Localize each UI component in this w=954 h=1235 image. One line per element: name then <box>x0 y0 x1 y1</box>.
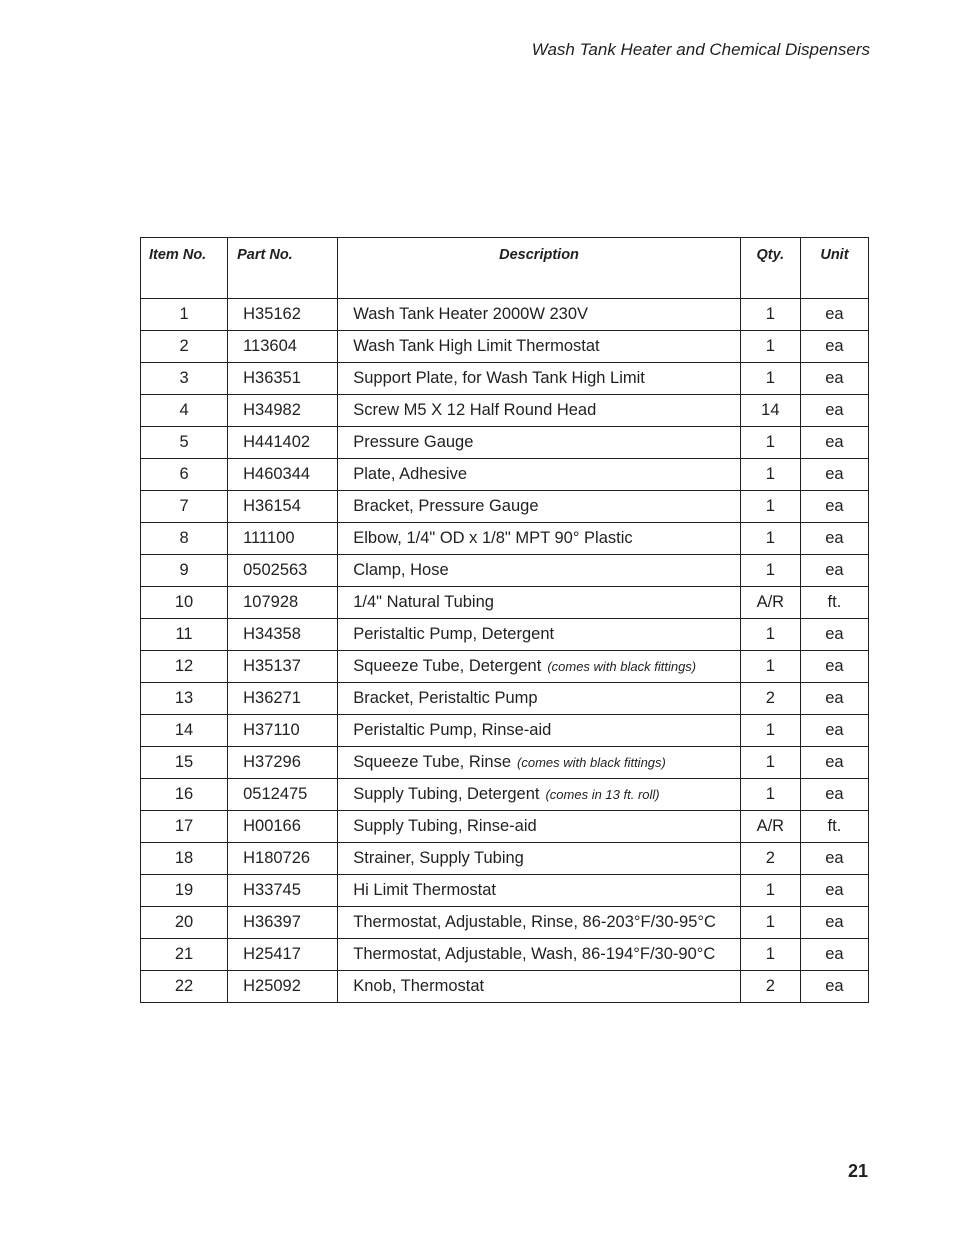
quantity-cell: 1 <box>740 907 800 939</box>
description-note: (comes with black fittings) <box>547 659 697 674</box>
unit-cell: ea <box>800 651 868 683</box>
parts-table <box>140 237 869 1003</box>
quantity-cell: 1 <box>740 555 800 587</box>
description-text: Support Plate, for Wash Tank High Limit <box>353 369 645 387</box>
table-row <box>141 779 869 811</box>
description-cell <box>338 651 741 683</box>
description-cell <box>338 747 741 779</box>
table-row <box>141 395 869 427</box>
part-number-cell: H180726 <box>228 843 338 875</box>
unit-cell: ea <box>800 459 868 491</box>
quantity-cell: 1 <box>740 363 800 395</box>
quantity-cell: 1 <box>740 651 800 683</box>
table-row <box>141 555 869 587</box>
part-number-cell: H441402 <box>228 427 338 459</box>
item-number-cell: 18 <box>141 843 228 875</box>
item-number-cell: 16 <box>141 779 228 811</box>
item-number-cell: 22 <box>141 971 228 1003</box>
description-text: Thermostat, Adjustable, Wash, 86-194°F/30-90°C <box>353 945 716 963</box>
description-cell <box>338 811 741 843</box>
part-number-cell: H37110 <box>228 715 338 747</box>
table-row <box>141 363 869 395</box>
section-title: Wash Tank Heater and Chemical Dispensers <box>531 40 870 59</box>
part-number-cell: H33745 <box>228 875 338 907</box>
part-number-cell: H35137 <box>228 651 338 683</box>
item-number-cell: 7 <box>141 491 228 523</box>
quantity-cell: 1 <box>740 491 800 523</box>
part-number-cell: H34358 <box>228 619 338 651</box>
description-text: Peristaltic Pump, Rinse-aid <box>353 721 552 739</box>
unit-cell: ea <box>800 715 868 747</box>
part-number-cell: H25092 <box>228 971 338 1003</box>
description-cell <box>338 683 741 715</box>
table-row <box>141 331 869 363</box>
part-number-cell: H34982 <box>228 395 338 427</box>
description-text: Supply Tubing, Rinse-aid <box>353 817 537 835</box>
part-number-cell: H35162 <box>228 299 338 331</box>
description-cell <box>338 331 741 363</box>
part-number-cell: H00166 <box>228 811 338 843</box>
unit-cell: ea <box>800 779 868 811</box>
part-number-cell: 0502563 <box>228 555 338 587</box>
table-body <box>141 299 869 1003</box>
description-cell <box>338 427 741 459</box>
quantity-cell: 2 <box>740 971 800 1003</box>
item-number-cell: 15 <box>141 747 228 779</box>
description-cell <box>338 907 741 939</box>
unit-cell: ea <box>800 523 868 555</box>
description-cell <box>338 395 741 427</box>
part-number-cell: 107928 <box>228 587 338 619</box>
description-text: Screw M5 X 12 Half Round Head <box>353 401 597 419</box>
table-row <box>141 939 869 971</box>
item-number-cell: 4 <box>141 395 228 427</box>
unit-cell: ea <box>800 843 868 875</box>
description-cell <box>338 491 741 523</box>
part-number-cell: H36154 <box>228 491 338 523</box>
item-number-cell: 17 <box>141 811 228 843</box>
part-number-cell: 0512475 <box>228 779 338 811</box>
description-text: Strainer, Supply Tubing <box>353 849 524 867</box>
part-number-cell: H37296 <box>228 747 338 779</box>
item-number-cell: 1 <box>141 299 228 331</box>
unit-cell: ea <box>800 939 868 971</box>
part-number-cell: 113604 <box>228 331 338 363</box>
unit-cell: ft. <box>800 587 868 619</box>
quantity-cell: 2 <box>740 843 800 875</box>
description-cell <box>338 587 741 619</box>
table-row <box>141 587 869 619</box>
item-number-cell: 5 <box>141 427 228 459</box>
description-text: Thermostat, Adjustable, Rinse, 86-203°F/30-95°C <box>353 913 716 931</box>
column-header-description: Description <box>338 238 741 299</box>
item-number-cell: 10 <box>141 587 228 619</box>
unit-cell: ea <box>800 747 868 779</box>
quantity-cell: 2 <box>740 683 800 715</box>
part-number-cell: H460344 <box>228 459 338 491</box>
unit-cell: ft. <box>800 811 868 843</box>
page-number: 21 <box>847 1161 868 1181</box>
quantity-cell: A/R <box>740 587 800 619</box>
table-row <box>141 907 869 939</box>
description-text: Supply Tubing, Detergent <box>353 785 540 803</box>
description-text: Pressure Gauge <box>353 433 474 451</box>
description-note: (comes with black fittings) <box>517 755 666 770</box>
unit-cell: ea <box>800 363 868 395</box>
description-cell <box>338 939 741 971</box>
description-text: Hi Limit Thermostat <box>353 881 496 899</box>
description-cell <box>338 971 741 1003</box>
table-header-row <box>141 238 869 299</box>
item-number-cell: 8 <box>141 523 228 555</box>
table-row <box>141 299 869 331</box>
column-header-part-no: Part No. <box>228 238 338 299</box>
description-text: Peristaltic Pump, Detergent <box>353 625 555 643</box>
description-cell <box>338 779 741 811</box>
item-number-cell: 19 <box>141 875 228 907</box>
quantity-cell: 1 <box>740 715 800 747</box>
item-number-cell: 14 <box>141 715 228 747</box>
description-text: 1/4" Natural Tubing <box>353 593 494 611</box>
description-cell <box>338 459 741 491</box>
description-text: Knob, Thermostat <box>353 977 485 995</box>
item-number-cell: 6 <box>141 459 228 491</box>
description-cell <box>338 299 741 331</box>
description-text: Bracket, Peristaltic Pump <box>353 689 538 707</box>
quantity-cell: 1 <box>740 939 800 971</box>
table-row <box>141 683 869 715</box>
description-text: Squeeze Tube, Rinse <box>353 753 512 771</box>
description-text: Plate, Adhesive <box>353 465 467 483</box>
table-row <box>141 715 869 747</box>
unit-cell: ea <box>800 907 868 939</box>
description-cell <box>338 363 741 395</box>
quantity-cell: 1 <box>740 875 800 907</box>
description-text: Bracket, Pressure Gauge <box>353 497 539 515</box>
quantity-cell: 1 <box>740 747 800 779</box>
item-number-cell: 21 <box>141 939 228 971</box>
description-text: Wash Tank High Limit Thermostat <box>353 337 600 355</box>
table-row <box>141 811 869 843</box>
item-number-cell: 9 <box>141 555 228 587</box>
unit-cell: ea <box>800 683 868 715</box>
description-note: (comes in 13 ft. roll) <box>545 787 660 802</box>
unit-cell: ea <box>800 619 868 651</box>
part-number-cell: 111100 <box>228 523 338 555</box>
table-row <box>141 427 869 459</box>
description-text: Squeeze Tube, Detergent <box>353 657 542 675</box>
item-number-cell: 3 <box>141 363 228 395</box>
part-number-cell: H36397 <box>228 907 338 939</box>
description-cell <box>338 555 741 587</box>
table-row <box>141 747 869 779</box>
unit-cell: ea <box>800 299 868 331</box>
description-text: Clamp, Hose <box>353 561 449 579</box>
item-number-cell: 12 <box>141 651 228 683</box>
description-cell <box>338 523 741 555</box>
quantity-cell: 1 <box>740 331 800 363</box>
part-number-cell: H25417 <box>228 939 338 971</box>
part-number-cell: H36351 <box>228 363 338 395</box>
description-text: Elbow, 1/4" OD x 1/8" MPT 90° Plastic <box>353 529 633 547</box>
description-cell <box>338 843 741 875</box>
quantity-cell: 1 <box>740 779 800 811</box>
quantity-cell: 1 <box>740 459 800 491</box>
table-row <box>141 459 869 491</box>
part-number-cell: H36271 <box>228 683 338 715</box>
unit-cell: ea <box>800 971 868 1003</box>
table-row <box>141 523 869 555</box>
quantity-cell: 1 <box>740 523 800 555</box>
table-row <box>141 651 869 683</box>
quantity-cell: 14 <box>740 395 800 427</box>
description-text: Wash Tank Heater 2000W 230V <box>353 305 589 323</box>
unit-cell: ea <box>800 491 868 523</box>
item-number-cell: 2 <box>141 331 228 363</box>
description-cell <box>338 619 741 651</box>
table-row <box>141 971 869 1003</box>
quantity-cell: A/R <box>740 811 800 843</box>
unit-cell: ea <box>800 331 868 363</box>
table-row <box>141 491 869 523</box>
description-cell <box>338 715 741 747</box>
item-number-cell: 20 <box>141 907 228 939</box>
item-number-cell: 11 <box>141 619 228 651</box>
description-cell <box>338 875 741 907</box>
quantity-cell: 1 <box>740 427 800 459</box>
item-number-cell: 13 <box>141 683 228 715</box>
column-header-item-no: Item No. <box>141 238 228 299</box>
unit-cell: ea <box>800 555 868 587</box>
quantity-cell: 1 <box>740 299 800 331</box>
unit-cell: ea <box>800 395 868 427</box>
table-row <box>141 843 869 875</box>
table-row <box>141 619 869 651</box>
column-header-qty: Qty. <box>740 238 800 299</box>
unit-cell: ea <box>800 875 868 907</box>
quantity-cell: 1 <box>740 619 800 651</box>
unit-cell: ea <box>800 427 868 459</box>
table-row <box>141 875 869 907</box>
column-header-unit: Unit <box>800 238 868 299</box>
